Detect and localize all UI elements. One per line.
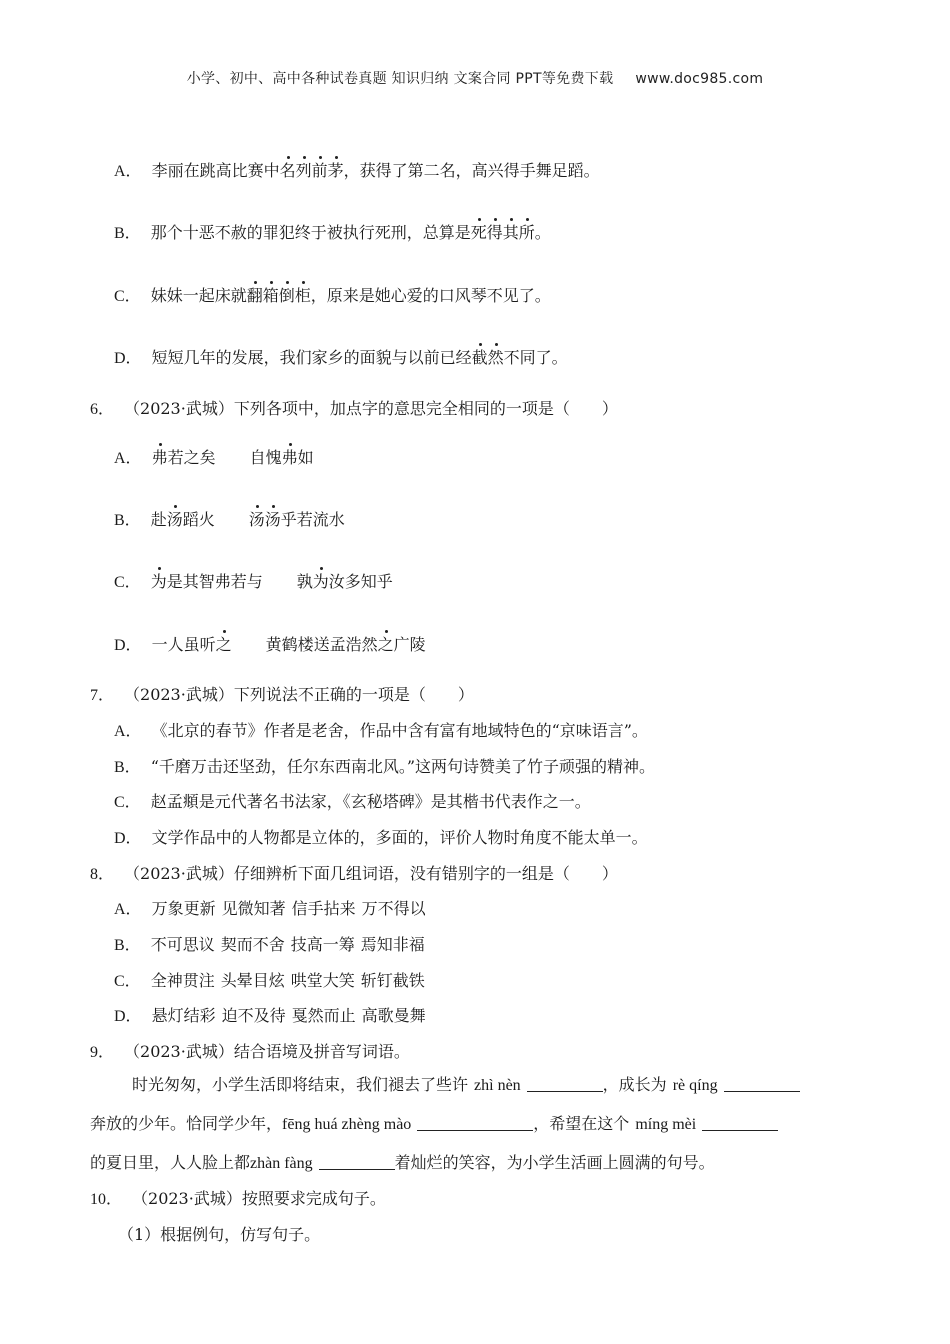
q9-stem: 9． （2023·武城）结合语境及拼音写词语。 (90, 1039, 410, 1062)
option-label: C． (114, 288, 141, 305)
dotted-character: 截 (471, 348, 488, 367)
q6-stem: 6． （2023·武城）下列各项中，加点字的意思完全相同的一项是（ ） (90, 396, 618, 419)
header-url[interactable]: www.doc985.com (635, 71, 764, 87)
q5-option-a: A． 李丽在跳高比赛中名列前茅，获得了第二名，高兴得手舞足蹈。 (114, 158, 600, 181)
page-header (0, 68, 950, 88)
dotted-idiom (471, 223, 535, 242)
question-number: 10． (90, 1191, 123, 1208)
dotted-character: 翻 (246, 286, 263, 305)
dotted-char (378, 635, 394, 654)
dotted-character: 汤 (166, 510, 183, 529)
dotted-character: 死 (470, 223, 487, 242)
q5-option-b: B． 那个十恶不赦的罪犯终于被执行死刑，总算是死得其所。 (114, 220, 551, 243)
dotted-character: 之 (215, 635, 232, 654)
option-label: B． (114, 225, 141, 242)
q8-option-d: D． 悬灯结彩 迫不及待 戛然而止 高歌曼舞 (114, 1006, 426, 1025)
q8-option-c: C． 全神贯注 头晕目炫 哄堂大笑 斩钉截铁 (114, 971, 425, 990)
dotted-character: 名 (279, 161, 296, 180)
dotted-char (249, 510, 281, 529)
dotted-character: 前 (311, 161, 328, 180)
dotted-character: 所 (518, 223, 535, 242)
dotted-character: 柜 (294, 286, 311, 305)
dotted-character: 得 (486, 223, 503, 242)
question-number: 8． (90, 866, 115, 883)
dotted-character: 为 (312, 572, 329, 591)
dotted-char (151, 572, 167, 591)
dotted-character: 汤 (264, 510, 281, 529)
dotted-character: 为 (150, 572, 167, 591)
q6-option-c: C． 为是其智弗若与 孰为汝多知乎 (114, 572, 393, 591)
q8-option-a: A． 万象更新 见微知著 信手拈来 万不得以 (114, 899, 426, 918)
answer-blank[interactable] (702, 1114, 778, 1131)
question-number: 7． (90, 687, 115, 704)
dotted-idiom (472, 348, 504, 367)
dotted-char (313, 572, 329, 591)
dotted-character: 弗 (281, 448, 298, 467)
dotted-character: 弗 (151, 448, 168, 467)
question-number: 9． (90, 1044, 115, 1061)
q5-option-d: D． 短短几年的发展，我们家乡的面貌与以前已经截然不同了。 (114, 345, 568, 368)
dotted-char (282, 448, 298, 467)
dotted-character: 之 (377, 635, 394, 654)
header-text: 小学、初中、高中各种试卷真题 知识归纳 文案合同 PPT等免费下载 (186, 71, 614, 87)
q10-sub1: （1）根据例句，仿写句子。 (118, 1225, 321, 1244)
q8-option-b: B． 不可思议 契而不舍 技高一筹 焉知非福 (114, 935, 425, 954)
option-label: D． (114, 350, 142, 367)
answer-blank[interactable] (527, 1075, 603, 1092)
q5-option-c: C． 妹妹一起床就翻箱倒柜，原来是她心爱的口风琴不见了。 (114, 283, 551, 306)
q6-option-a: A． 弗若之矣 自愧弗如 (114, 448, 314, 467)
answer-blank[interactable] (417, 1114, 533, 1131)
q10-stem: 10． （2023·武城）按照要求完成句子。 (90, 1186, 386, 1209)
answer-blank[interactable] (319, 1153, 395, 1170)
dotted-idiom (280, 161, 344, 180)
answer-blank[interactable] (724, 1075, 800, 1092)
pinyin: míng mèi (635, 1116, 697, 1133)
q6-option-b: B． 赴汤蹈火 汤汤乎若流水 (114, 510, 345, 529)
pinyin: zhì nèn (474, 1077, 521, 1094)
q7-option-b: B． “千磨万击还坚劲，任尔东西南北风。”这两句诗赞美了竹子顽强的精神。 (114, 757, 656, 776)
pinyin: rè qíng (672, 1077, 718, 1094)
dotted-character: 倒 (278, 286, 295, 305)
option-label: A． (114, 163, 142, 180)
dotted-char (167, 510, 183, 529)
pinyin: fēng huá zhèng mào (282, 1116, 412, 1133)
dotted-character: 箱 (262, 286, 279, 305)
q7-option-c: C． 赵孟頫是元代著名书法家，《玄秘塔碑》是其楷书代表作之一。 (114, 792, 591, 811)
dotted-char (216, 635, 232, 654)
q6-option-d: D． 一人虽听之 黄鹤楼送孟浩然之广陵 (114, 635, 426, 654)
q7-stem: 7． （2023·武城）下列说法不正确的一项是（ ） (90, 682, 474, 705)
dotted-character: 茅 (327, 161, 344, 180)
dotted-idiom (247, 286, 311, 305)
dotted-character: 其 (502, 223, 519, 242)
dotted-character: 汤 (248, 510, 265, 529)
dotted-character: 列 (295, 161, 312, 180)
q7-option-a: A． 《北京的春节》作者是老舍，作品中含有富有地域特色的“京味语言”。 (114, 721, 648, 740)
dotted-char (152, 448, 168, 467)
q8-stem: 8． （2023·武城）仔细辨析下面几组词语，没有错别字的一组是（ ） (90, 861, 618, 884)
dotted-character: 然 (487, 348, 504, 367)
q9-passage: 时光匆匆，小学生活即将结束，我们褪去了些许 zhì nèn ，成长为 rè qíng 奔放的少年。恰同学少年，fēng huá zhèng mào ，希望在这个 míng mèi 的夏日里，人人脸上都zhàn fàng 着灿烂的笑容，为小学生活画上圆满的句号。 (90, 1066, 860, 1183)
question-number: 6． (90, 401, 115, 418)
q7-option-d: D． 文学作品中的人物都是立体的，多面的，评价人物时角度不能太单一。 (114, 828, 648, 847)
pinyin: zhàn fàng (250, 1155, 313, 1172)
